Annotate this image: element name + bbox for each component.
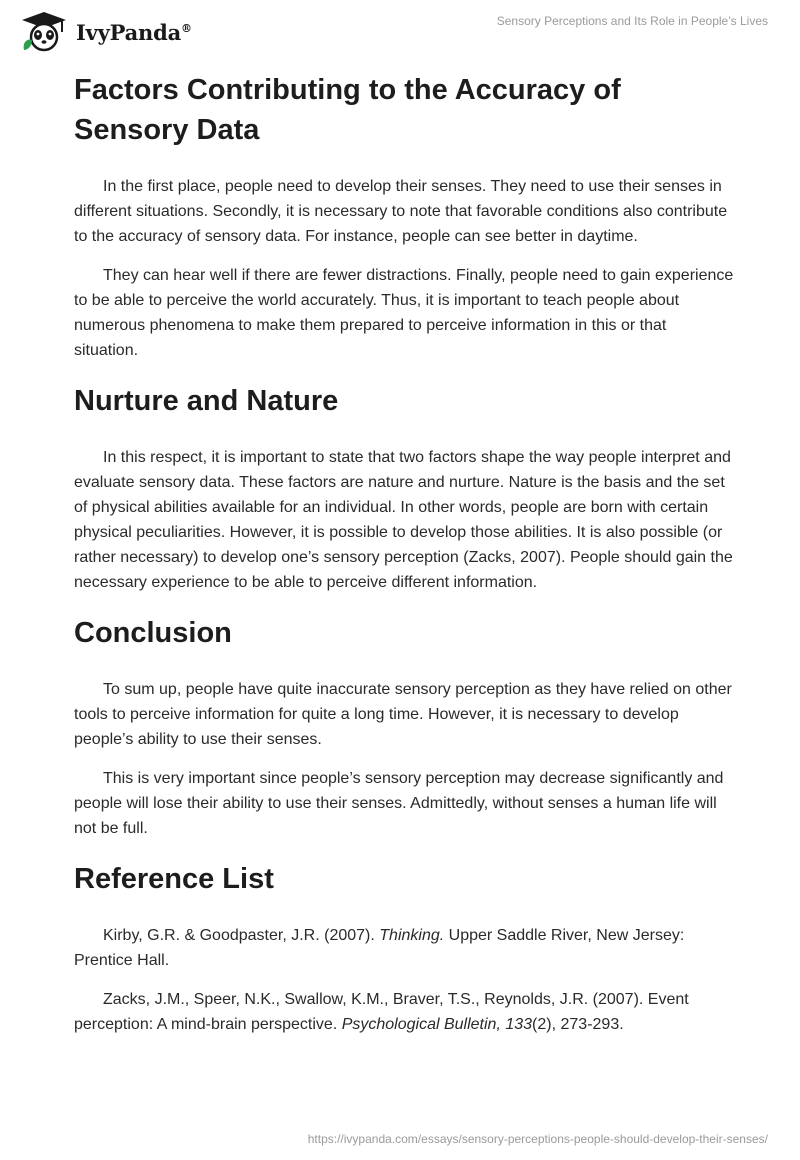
section-heading: Factors Contributing to the Accuracy of Sensory Data — [74, 74, 621, 146]
essay-content — [74, 70, 734, 1051]
panda-graduate-icon — [16, 10, 72, 54]
paragraph: In this respect, it is important to state that two factors shape the way people interpret and evaluate sensory data. These factors are nature and nurture. Nature is the basis and the set of physical abilities available for an individual. In other words, people are born with certain physical peculiarities. However, it is possible to develop those abilities. It is also possible (or rather necessary) to develop one’s sensory perception (Zacks, 2007). People should gain the necessary experience to be able to perceive different information. — [74, 449, 733, 591]
section-heading: Nurture and Nature — [74, 385, 339, 417]
section-heading: Conclusion — [74, 617, 232, 649]
paragraph: This is very important since people’s sensory perception may decrease significantly and people will lose their ability to use their senses. Admittedly, without senses a human life will not be full. — [74, 770, 724, 837]
section-references — [74, 859, 734, 1037]
section-accuracy — [74, 70, 734, 363]
ivypanda-logo[interactable] — [16, 10, 192, 54]
page-header — [0, 0, 800, 60]
paragraph: To sum up, people have quite inaccurate sensory perception as they have relied on other tools to perceive information for quite a long time. However, it is necessary to develop people’s ability to use their senses. — [74, 681, 732, 748]
section-nurture-nature — [74, 381, 734, 595]
source-url[interactable]: https://ivypanda.com/essays/sensory-perceptions-people-should-develop-their-senses/ — [307, 1132, 768, 1146]
reference-item: Zacks, J.M., Speer, N.K., Swallow, K.M., Braver, T.S., Reynolds, J.R. (2007). Event perception: A mind-brain perspective. Psychological Bulletin, 133(2), 273-293. — [74, 991, 689, 1033]
section-conclusion — [74, 613, 734, 841]
logo-text: IvyPanda® — [76, 19, 192, 45]
running-title: Sensory Perceptions and Its Role in People’s Lives — [496, 14, 768, 28]
section-heading: Reference List — [74, 863, 274, 895]
reference-item: Kirby, G.R. & Goodpaster, J.R. (2007). Thinking. Upper Saddle River, New Jersey: Prentice Hall. — [74, 927, 685, 969]
paragraph: In the first place, people need to develop their senses. They need to use their senses in different situations. Secondly, it is necessary to note that favorable conditions also contribute to the accuracy of sensory data. For instance, people can see better in daytime. — [74, 178, 728, 245]
paragraph: They can hear well if there are fewer distractions. Finally, people need to gain experience to be able to perceive the world accurately. Thus, it is important to teach people about numerous phenomena to make them prepared to perceive information in this or that situation. — [74, 267, 734, 359]
